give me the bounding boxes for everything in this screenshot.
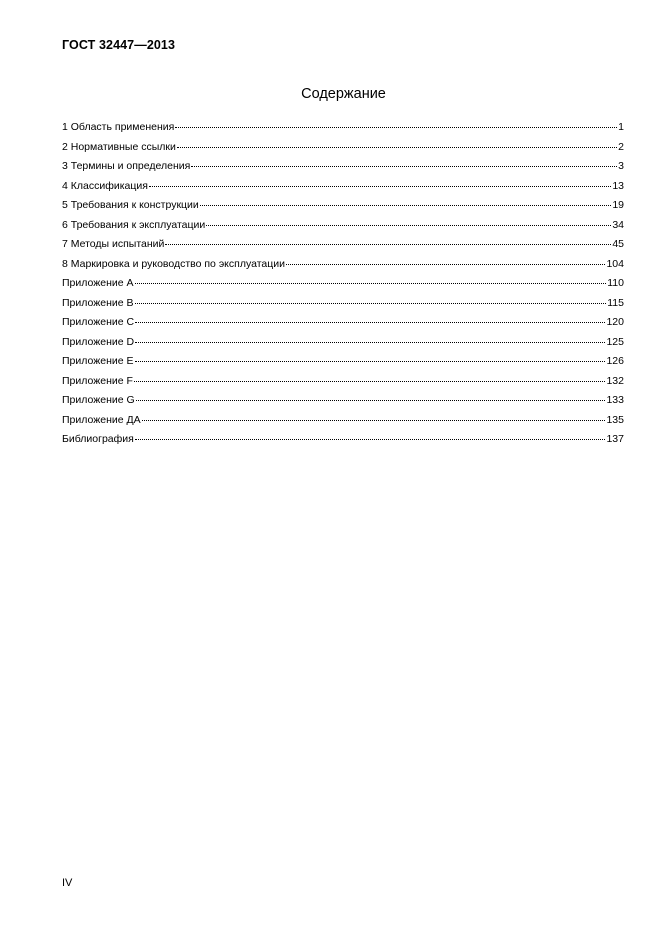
dot-leader — [134, 369, 606, 382]
toc-entry[interactable] — [62, 429, 624, 449]
dot-leader — [286, 252, 606, 265]
dot-leader — [177, 135, 617, 148]
page-title — [0, 86, 661, 102]
toc-entry-page: 126 — [606, 355, 624, 367]
toc-entry-page: 2 — [618, 140, 624, 153]
toc-entry-page: 115 — [607, 296, 624, 309]
dot-leader — [135, 310, 605, 323]
toc-entry-label: Приложение ДА — [62, 413, 141, 426]
toc-entry-page: 110 — [607, 277, 624, 289]
toc-entry-label: 3 Термины и определения — [62, 160, 191, 172]
page-number: IV — [62, 877, 73, 889]
dot-leader — [175, 115, 617, 128]
toc-entry-label: Приложение F — [62, 374, 133, 387]
toc-entry-label: 5 Требования к конструкции — [62, 199, 199, 211]
toc-entry-label: Приложение С — [62, 316, 135, 328]
dot-leader — [135, 427, 606, 440]
dot-leader — [135, 291, 607, 304]
dot-leader — [135, 349, 606, 362]
toc-entry-label: Приложение В — [62, 296, 134, 309]
toc-entry-page: 137 — [606, 433, 624, 445]
toc-entry-label: Приложение Е — [62, 355, 134, 367]
dot-leader — [136, 388, 606, 401]
toc-entry-page: 133 — [606, 394, 624, 406]
toc-entry-page: 34 — [612, 218, 624, 231]
dot-leader — [135, 271, 607, 284]
dot-leader — [191, 154, 617, 167]
toc-entry-label: Приложение G — [62, 394, 135, 406]
dot-leader — [200, 193, 612, 206]
toc-entry-label: 2 Нормативные ссылки — [62, 140, 176, 153]
toc-entry-label: Приложение А — [62, 277, 134, 289]
dot-leader — [142, 408, 606, 421]
toc-entry-label: 7 Методы испытаний — [62, 238, 165, 250]
table-of-contents — [62, 117, 624, 449]
toc-entry-page: 45 — [612, 238, 624, 250]
toc-entry-label: 4 Классификация — [62, 179, 148, 192]
dot-leader — [149, 174, 611, 187]
toc-entry-label: 8 Маркировка и руководство по эксплуатации — [62, 257, 285, 270]
toc-entry-page: 120 — [606, 316, 624, 328]
dot-leader — [165, 232, 611, 245]
toc-entry-label: 1 Область применения — [62, 121, 175, 133]
toc-entry-page: 125 — [606, 335, 624, 348]
standard-header: ГОСТ 32447—2013 — [62, 38, 176, 52]
toc-entry-page: 132 — [606, 374, 624, 387]
toc-entry-page: 135 — [606, 413, 624, 426]
toc-entry-page: 104 — [606, 257, 624, 270]
toc-entry-page: 19 — [612, 199, 624, 211]
toc-entry-page: 1 — [618, 121, 624, 133]
toc-entry-label: 6 Требования к эксплуатации — [62, 218, 206, 231]
toc-entry-label: Библиография — [62, 433, 134, 445]
toc-entry-page: 13 — [612, 179, 624, 192]
page-title-text: Содержание — [301, 86, 386, 102]
toc-entry-page: 3 — [618, 160, 624, 172]
dot-leader — [135, 330, 605, 343]
toc-entry-label: Приложение D — [62, 335, 135, 348]
dot-leader — [206, 213, 611, 226]
